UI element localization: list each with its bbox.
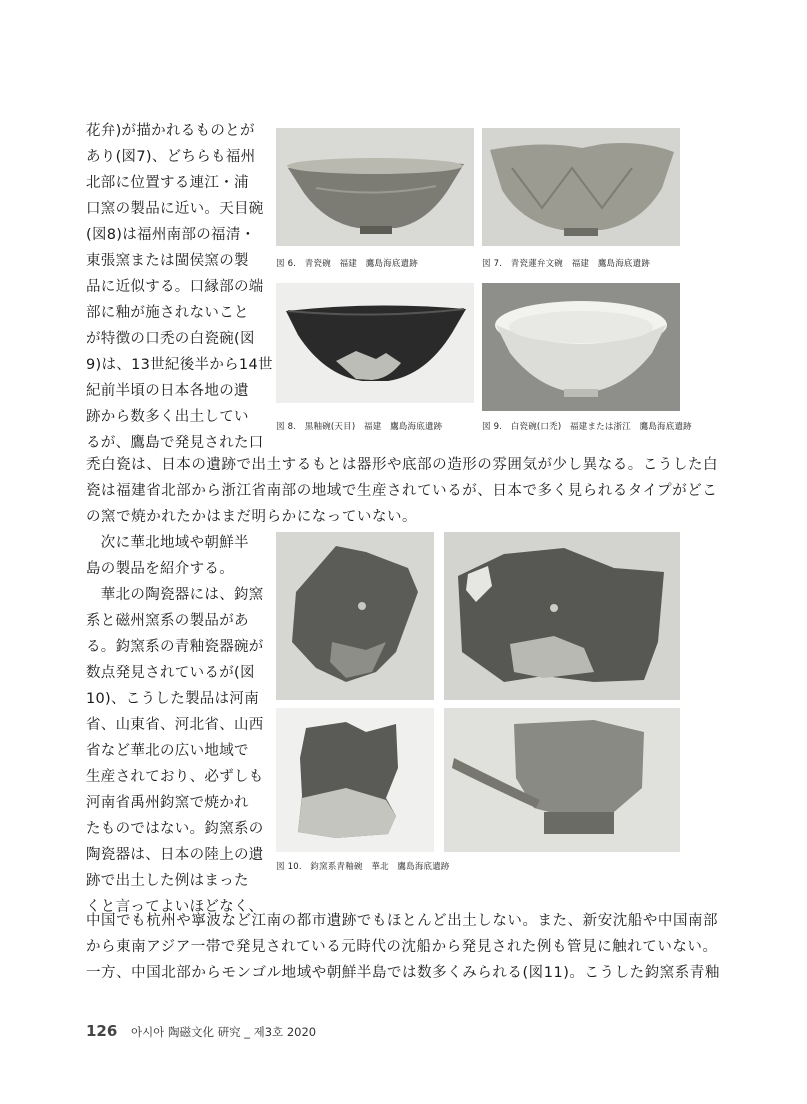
text-line: 瓷は福建省北部から浙江省南部の地域で生産されているが、日本で多く見られるタイプがどこ [86,483,718,499]
figure-7-caption: 図 7. 青瓷蓮弁文碗 福建 鷹島海底遺跡 [482,259,651,269]
text-line: 省など華北の広い地域で [86,743,249,759]
text-line: 陶瓷器は、日本の陸上の遺 [86,847,264,863]
text-line: 禿白瓷は、日本の遺跡で出土するもとは器形や底部の造形の雰囲気が少し異なる。こうした白 [86,457,719,473]
text-line: の窯で焼かれたかはまだ明らかになっていない。 [86,509,418,525]
text-line: るが、鷹島で発見された口 [86,435,264,451]
figure-9-white-bowl [482,283,680,411]
figure-8-tenmoku-bowl [276,283,474,403]
figure-10-shard-d [444,708,680,852]
page-footer [86,1022,316,1040]
page-number: 126 [86,1022,118,1040]
text-line: 10)、こうした製品は河南 [86,691,260,707]
figure-6-caption: 図 6. 青瓷碗 福建 鷹島海底遺跡 [276,259,418,269]
text-line: 省、山東省、河北省、山西 [86,717,264,733]
text-line: 華北の陶瓷器には、鈞窯 [86,587,264,603]
figure-8-caption: 図 8. 黒釉碗(天目) 福建 鷹島海底遺跡 [276,422,443,432]
text-line: 島の製品を紹介する。 [86,561,234,577]
figure-7-lotus-bowl [482,128,680,246]
text-line: る。鈞窯系の青釉瓷器碗が [86,639,264,655]
text-line: 東張窯または閩侯窯の製 [86,253,249,269]
text-line: 系と磁州窯系の製品があ [86,613,249,629]
text-line: 数点発見されているが(図 [86,665,255,681]
text-line: 口窯の製品に近い。天目碗 [86,201,264,217]
text-line: 紀前半頃の日本各地の遺 [86,383,249,399]
text-line: から東南アジア一帯で発見されている元時代の沈船から発見された例も管見に触れていない。 [86,939,718,955]
text-line: 跡で出土した例はまった [86,873,249,889]
figure-10-shard-b [444,532,680,700]
text-line: 9)は、13世紀後半から14世 [86,357,273,373]
figure-10-shard-a [276,532,434,700]
text-line: 河南省禹州鈞窯で焼かれ [86,795,249,811]
text-line: くと言ってよいほどなく、 [86,899,264,915]
text-line: 一方、中国北部からモンゴル地域や朝鮮半島では数多くみられる(図11)。こうした鈞窯系青釉 [86,965,720,981]
journal-title: 아시아 陶磁文化 硏究 _ 제3호 2020 [130,1025,317,1039]
text-line: (図8)は福州南部の福清・ [86,227,256,243]
text-line: あり(図7)、どちらも福州 [86,149,256,165]
text-line: 跡から数多く出土してい [86,409,249,425]
text-line: 品に近似する。口縁部の端 [86,279,264,295]
figure-9-caption: 図 9. 白瓷碗(口禿) 福建または浙江 鷹島海底遺跡 [482,422,692,432]
text-line: 中国でも杭州や寧波など江南の都市遺跡でもほとんど出土しない。また、新安沈船や中国南部 [86,913,719,929]
text-line: 部に釉が施されないこと [86,305,249,321]
figure-10-shard-c [276,708,434,852]
text-line: 生産されており、必ずしも [86,769,264,785]
text-line: 北部に位置する連江・浦 [86,175,249,191]
text-line: たものではない。鈞窯系の [86,821,264,837]
text-line: 花弁)が描かれるものとが [86,123,255,139]
figure-10-caption: 図 10. 鈞窯系青釉碗 華北 鷹島海底遺跡 [276,862,450,872]
text-line: 次に華北地域や朝鮮半 [86,535,249,551]
figure-6-celadon-bowl [276,128,474,246]
text-line: が特徴の口禿の白瓷碗(図 [86,331,255,347]
